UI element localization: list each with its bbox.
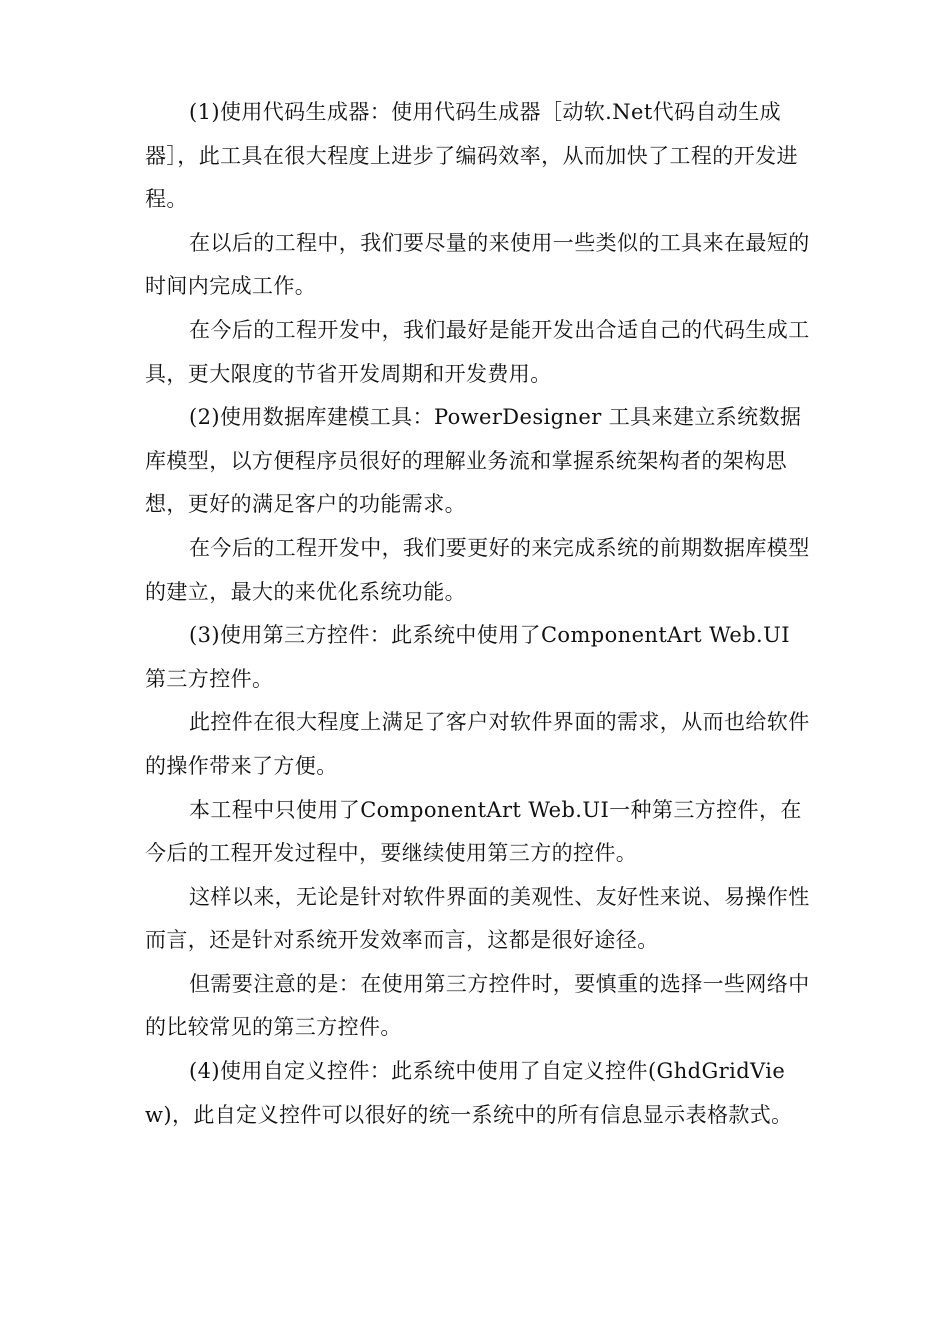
paragraph-third-party-controls: (3)使用第三方控件：此系统中使用了ComponentArt Web.UI 第三方控件。 — [145, 623, 790, 691]
paragraph-custom-controls: (4)使用自定义控件：此系统中使用了自定义控件(GhdGridView)，此自定义控件可以很好的统一系统中的所有信息显示表格款式。 — [145, 1059, 793, 1127]
paragraph-caution: 但需要注意的是：在使用第三方控件时，要慎重的选择一些网络中的比较常见的第三方控件。 — [145, 971, 810, 1040]
paragraph-future-tools: 在以后的工程中，我们要尽量的来使用一些类似的工具来在最短的时间内完成工作。 — [145, 230, 810, 299]
paragraph-custom-code-generator: 在今后的工程开发中，我们最好是能开发出合适自己的代码生成工具，更大限度的节省开发周期和开发费用。 — [145, 317, 810, 386]
paragraph-ui-efficiency: 这样以来，无论是针对软件界面的美观性、友好性来说、易操作性而言，还是针对系统开发效率而言，这都是很好途径。 — [145, 884, 810, 953]
document-body — [145, 91, 810, 1137]
paragraph-database-modeling: (2)使用数据库建模工具：PowerDesigner 工具来建立系统数据库模型，以方便程序员很好的理解业务流和掌握系统架构者的架构思想，更好的满足客户的功能需求。 — [145, 405, 802, 517]
paragraph-control-benefits: 此控件在很大程度上满足了客户对软件界面的需求，从而也给软件的操作带来了方便。 — [145, 710, 810, 778]
paragraph-continue-third-party: 本工程中只使用了ComponentArt Web.UI一种第三方控件，在今后的工程开发过程中，要继续使用第三方的控件。 — [145, 797, 802, 866]
paragraph-code-generator: (1)使用代码生成器：使用代码生成器［动软.Net代码自动生成器］，此工具在很大程度上进步了编码效率，从而加快了工程的开发进程。 — [145, 100, 798, 212]
paragraph-database-model-future: 在今后的工程开发中，我们要更好的来完成系统的前期数据库模型的建立，最大的来优化系统功能。 — [145, 535, 810, 604]
